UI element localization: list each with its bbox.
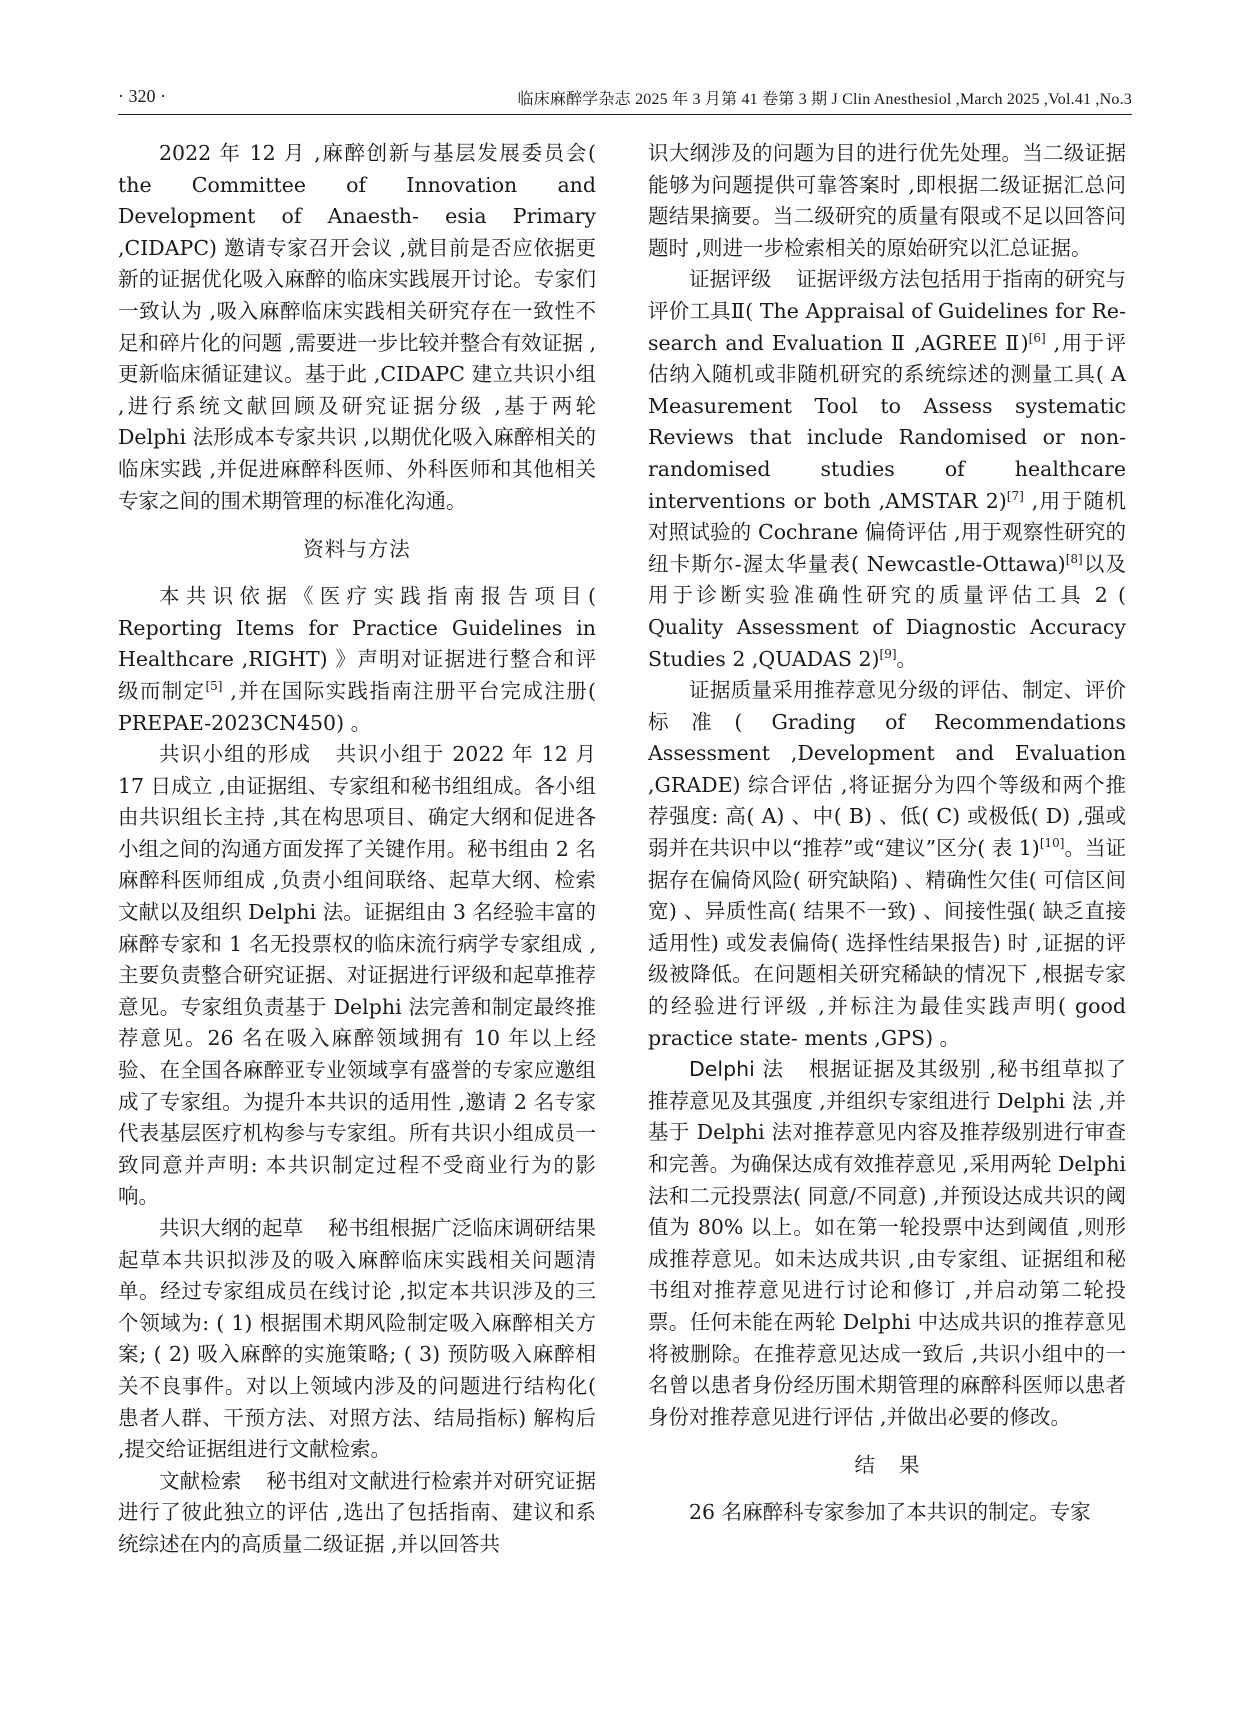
section-title-methods: 资料与方法 <box>303 537 411 562</box>
grading-text-a: 证据评级方法包括用于指南的研究与评价工具Ⅱ( The Appraisal of Guidelines for Re- search and Evaluation Ⅱ ,AGREE Ⅱ) <box>648 267 1126 355</box>
basis-text-2: ,并在国际实践指南注册平台完成注册( PREPAE-2023CN450) 。 <box>118 678 596 735</box>
grading-lead: 证据评级 <box>689 267 772 292</box>
grading-text-b: ,用于评估纳入随机或非随机研究的系统综述的测量工具( A Measurement Tool to Assess systematic Reviews that include Randomised or non-randomised studies of healthcare interventions or both ,AMSTAR 2) <box>648 330 1126 513</box>
delphi-lead: Delphi 法 <box>689 1057 785 1082</box>
page-number: · 320 · <box>118 86 166 106</box>
citation-ref: [5] <box>205 678 223 693</box>
journal-citation: 临床麻醉学杂志 2025 年 3 月第 41 卷第 3 期 J Clin Anesthesiol ,March 2025 ,Vol.41 ,No.3 <box>517 91 1132 108</box>
citation-ref: [9] <box>879 646 897 661</box>
group-text: 共识小组于 2022 年 12 月 17 日成立 ,由证据组、专家组和秘书组组成。各小组由共识组长主持 ,其在构思项目、确定大纲和促进各小组之间的沟通方面发挥了关键作用。秘书组由 2 名麻醉科医师组成 ,负责小组间联络、起草大纲、检索文献以及组织 Delphi 法。证据组由 3 名经验丰富的麻醉专家和 1 名无投票权的临床流行病学专家组成 ,主要负责整合研究证据、对证据进行评级和起草推荐意见。专家组负责基于 Delphi 法完善和制定最终推荐意见。26 名在吸入麻醉领域拥有 10 年以上经验、在全国各麻醉亚专业领域享有盛誉的专家应邀组成了专家组。为提升本共识的适用性 ,邀请 2 名专家代表基层医疗机构参与专家组。所有共识小组成员一致同意并声明: 本共识制定过程不受商业行为的影响。 <box>118 742 596 1209</box>
left-column <box>118 138 596 1678</box>
search-text: 秘书组对文献进行检索并对研究证据进行了彼此独立的评估 ,选出了包括指南、建议和系统综述在内的高质量二级证据 ,并以回答共 <box>118 1468 596 1556</box>
outline-paragraph <box>118 1213 596 1466</box>
search-paragraph <box>118 1466 596 1561</box>
search-continuation: 识大纲涉及的问题为目的进行优先处理。当二级证据能够为问题提供可靠答案时 ,即根据二级证据汇总问题结果摘要。当二级研究的质量有限或不足以回答问题时 ,则进一步检索相关的原始研究以汇总证据。 <box>648 141 1126 260</box>
grade-text-a: 证据质量采用推荐意见分级的评估、制定、评价标准( Grading of Recommendations Assessment ,Development and Evaluation ,GRADE) 综合评估 ,将证据分为四个等级和两个推荐强度: 高( A) 、中( B) 、低( C) 或极低( D) ,强或弱并在共识中以“推荐”或“建议”区分( 表 1) <box>648 678 1126 861</box>
right-column <box>648 138 1126 1678</box>
outline-text: 秘书组根据广泛临床调研结果起草本共识拟涉及的吸入麻醉临床实践相关问题清单。经过专家组成员在线讨论 ,拟定本共识涉及的三个领域为: ( 1) 根据围术期风险制定吸入麻醉相关方案; ( 2) 吸入麻醉的实施策略; ( 3) 预防吸入麻醉相关不良事件。对以上领域内涉及的问题进行结构化( 患者人群、干预方法、对照方法、结局指标) 解构后 ,提交给证据组进行文献检索。 <box>118 1216 596 1462</box>
page-header <box>118 86 1132 116</box>
search-lead: 文献检索 <box>159 1468 242 1493</box>
header-rule <box>118 114 1132 115</box>
basis-paragraph <box>118 581 596 739</box>
results-paragraph: 26 名麻醉科专家参加了本共识的制定。专家 <box>689 1500 1091 1525</box>
citation-ref: [7] <box>1006 488 1024 503</box>
outline-lead: 共识大纲的起草 <box>159 1216 304 1240</box>
grading-text-e: 。 <box>896 646 918 671</box>
basis-text: 本共识依据《医疗实践指南报告项目( Reporting Items for Practice Guidelines in Healthcare ,RIGHT) 》声明对证据进行整合和评级而制定 <box>118 584 596 703</box>
grade-paragraph <box>648 675 1126 1054</box>
citation-ref: [8] <box>1065 551 1083 566</box>
group-paragraph <box>118 739 596 1213</box>
delphi-paragraph <box>648 1054 1126 1433</box>
citation-ref: [10] <box>1039 836 1065 851</box>
group-lead: 共识小组的形成 <box>159 742 312 767</box>
delphi-text: 根据证据及其级别 ,秘书组草拟了推荐意见及其强度 ,并组织专家组进行 Delphi 法 ,并基于 Delphi 法对推荐意见内容及推荐级别进行审查和完善。为确保达成有效推荐意见 ,采用两轮 Delphi 法和二元投票法( 同意/不同意) ,并预设达成共识的阈值为 80% 以上。如在第一轮投票中达到阈值 ,则形成推荐意见。如未达成共识 ,由专家组、证据组和秘书组对推荐意见进行讨论和修订 ,并启动第二轮投票。任何未能在两轮 Delphi 中达成共识的推荐意见将被删除。在推荐意见达成一致后 ,共识小组中的一名曾以患者身份经历围术期管理的麻醉科医师以患者身份对推荐意见进行评估 ,并做出必要的修改。 <box>648 1057 1126 1429</box>
grading-paragraph <box>648 264 1126 675</box>
grading-text-c: ,用于随机对照试验的 Cochrane 偏倚评估 ,用于观察性研究的纽卡斯尔-渥太华量表( Newcastle-Ottawa) <box>648 488 1126 576</box>
grading-text-d: 以及用于诊断实验准确性研究的质量评估工具 2 ( Quality Assessment of Diagnostic Accuracy Studies 2 ,QUADAS 2) <box>648 551 1126 671</box>
citation-ref: [6] <box>1028 330 1046 345</box>
intro-paragraph: 2022 年 12 月 ,麻醉创新与基层发展委员会( the Committee of Innovation and Development of Anaesth- esia Primary ,CIDAPC) 邀请专家召开会议 ,就目前是否应依据更新的证据优化吸入麻醉的临床实践展开讨论。专家们一致认为 ,吸入麻醉临床实践相关研究存在一致性不足和碎片化的问题 ,需要进一步比较并整合有效证据 ,更新临床循证建议。基于此 ,CIDAPC 建立共识小组 ,进行系统文献回顾及研究证据分级 ,基于两轮 Delphi 法形成本专家共识 ,以期优化吸入麻醉相关的临床实践 ,并促进麻醉科医师、外科医师和其他相关专家之间的围术期管理的标准化沟通。 <box>118 141 596 513</box>
grade-text-b: 。当证据存在偏倚风险( 研究缺陷) 、精确性欠佳( 可信区间宽) 、异质性高( 结果不一致) 、间接性强( 缺乏直接适用性) 或发表偏倚( 选择性结果报告) 时 ,证据的评级被降低。在问题相关研究稀缺的情况下 ,根据专家的经验进行评级 ,并标注为最佳实践声明( good practice state- ments ,GPS) 。 <box>648 836 1126 1050</box>
section-title-results: 结果 <box>854 1453 944 1478</box>
